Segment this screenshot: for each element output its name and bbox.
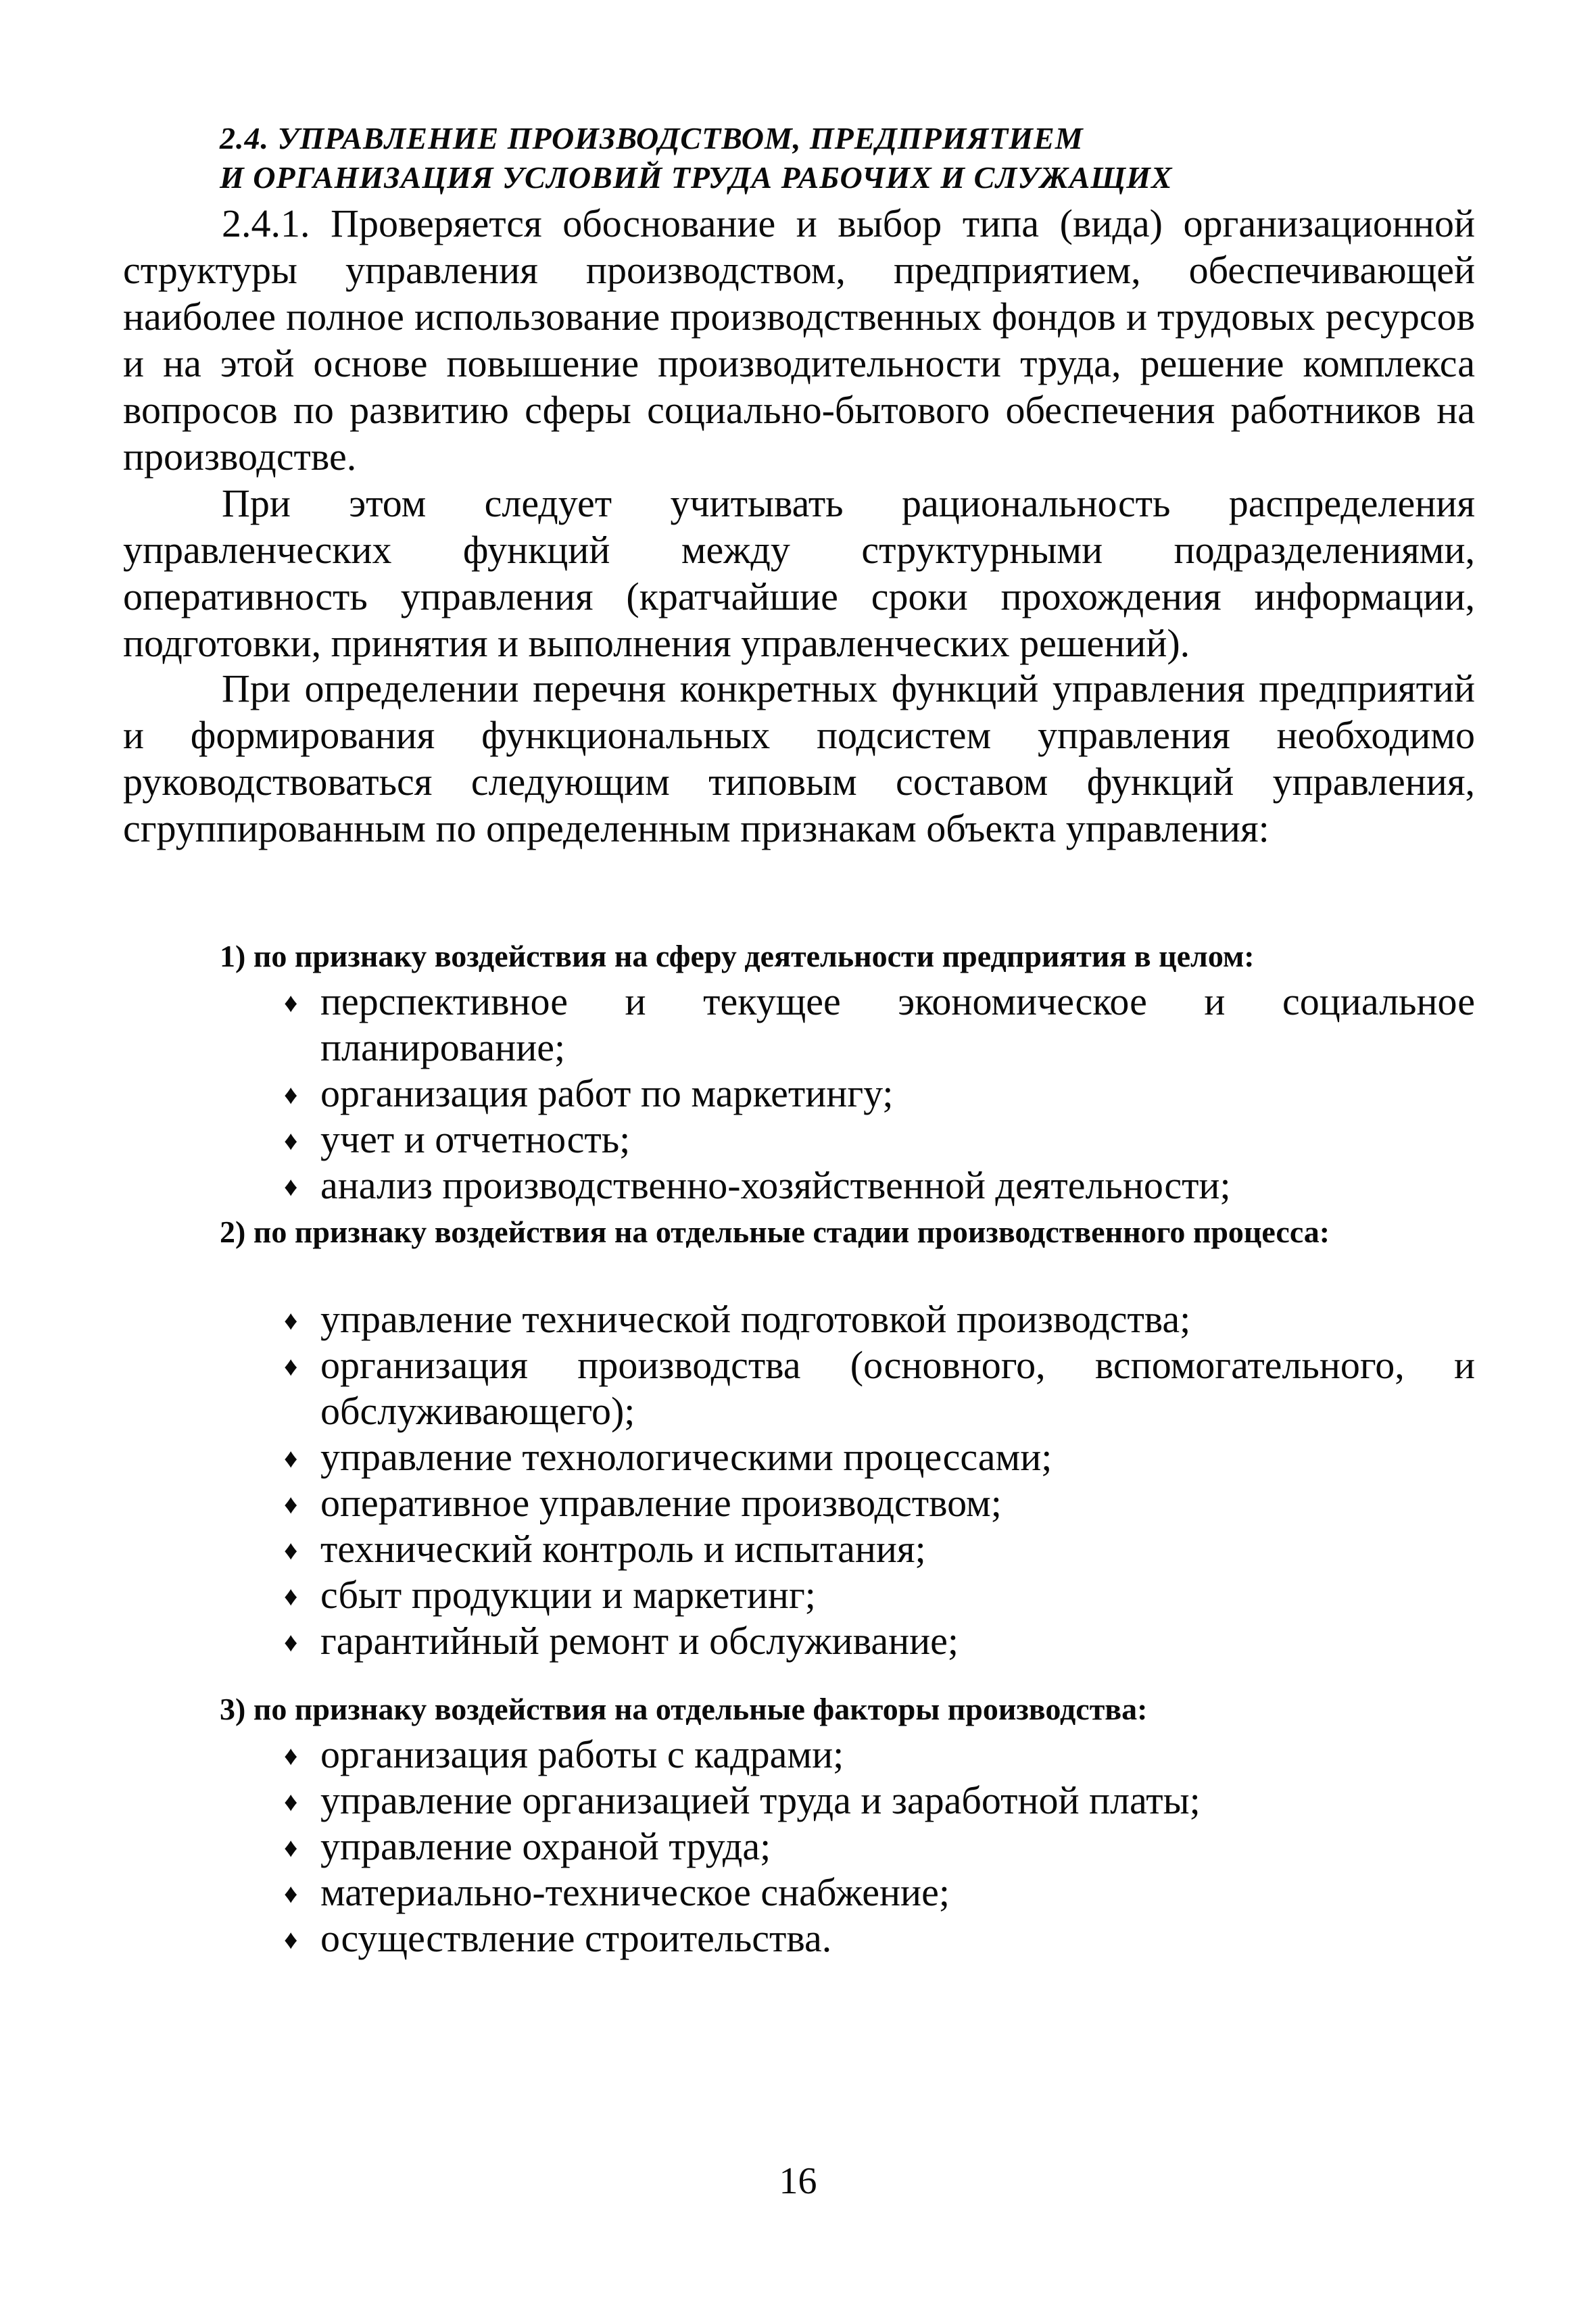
list-item: ♦ управление технической подготовкой производства; bbox=[279, 1296, 1475, 1342]
group-2-list bbox=[279, 1296, 1475, 1664]
list-item: ♦ управление охраной труда; bbox=[279, 1824, 1475, 1870]
diamond-bullet-icon: ♦ bbox=[284, 1924, 298, 1955]
group-1-title: 1) по признаку воздействия на сферу деятельности предприятия в целом: bbox=[220, 939, 1255, 973]
list-item: ♦ перспективное и текущее экономическое и социальное планирование; bbox=[284, 979, 1475, 1069]
paragraph-2 bbox=[123, 480, 1475, 666]
paragraph-1 bbox=[123, 200, 1475, 480]
group-3-list bbox=[279, 1732, 1475, 1961]
diamond-bullet-icon: ♦ bbox=[284, 1581, 298, 1611]
diamond-bullet-icon: ♦ bbox=[284, 1535, 298, 1565]
group-1-list bbox=[279, 979, 1475, 1209]
list-item: ♦ гарантийный ремонт и обслуживание; bbox=[279, 1618, 1475, 1664]
list-item: ♦ управление организацией труда и заработной платы; bbox=[279, 1778, 1475, 1824]
section-heading-line-2: И ОРГАНИЗАЦИЯ УСЛОВИЙ ТРУДА РАБОЧИХ И СЛУЖАЩИХ bbox=[220, 160, 1173, 195]
paragraph-2-text: При этом следует учитывать рациональность распределения управленческих функций между структурными подразделениями, оперативность управления (кратчайшие сроки прохождения информации, подготовки, принятия и выполнения управленческих решений). bbox=[123, 481, 1475, 665]
diamond-bullet-icon: ♦ bbox=[284, 1125, 298, 1156]
paragraph-3-text: При определении перечня конкретных функций управления предприятий и формирования функциональных подсистем управления необходимо руководствоваться следующим типовым составом функций управления, сгруппированным по определенным признакам объекта управления: bbox=[123, 666, 1475, 850]
list-item: ♦ материально-техническое снабжение; bbox=[279, 1870, 1475, 1916]
list-item: ♦ технический контроль и испытания; bbox=[279, 1526, 1475, 1572]
list-item: ♦ учет и отчетность; bbox=[279, 1117, 1475, 1163]
diamond-bullet-icon: ♦ bbox=[284, 1171, 298, 1202]
list-item: ♦ анализ производственно-хозяйственной деятельности; bbox=[279, 1163, 1475, 1209]
list-item: ♦ организация работы с кадрами; bbox=[279, 1732, 1475, 1778]
paragraph-1-text: 2.4.1. Проверяется обоснование и выбор типа (вида) организационной структуры управления производством, предприятием, обеспечивающей наиболее полное использование производственных фондов и трудовых ресурсов и на этой основе повышение производительности труда, решение комплекса вопросов по развитию сферы социально-бытового обеспечения работников на производстве. bbox=[123, 201, 1475, 479]
diamond-bullet-icon: ♦ bbox=[284, 1305, 298, 1336]
group-3-title: 3) по признаку воздействия на отдельные факторы производства: bbox=[220, 1692, 1148, 1726]
diamond-bullet-icon: ♦ bbox=[284, 1489, 298, 1519]
diamond-bullet-icon: ♦ bbox=[284, 1351, 298, 1382]
page-number: 16 bbox=[779, 2160, 817, 2202]
diamond-bullet-icon: ♦ bbox=[284, 1443, 298, 1473]
diamond-bullet-icon: ♦ bbox=[284, 1786, 298, 1817]
paragraph-3 bbox=[123, 665, 1475, 852]
list-item: ♦ осуществление строительства. bbox=[279, 1916, 1475, 1961]
section-heading-line-1: 2.4. УПРАВЛЕНИЕ ПРОИЗВОДСТВОМ, ПРЕДПРИЯТИЕМ bbox=[220, 121, 1084, 155]
list-item: ♦ организация работ по маркетингу; bbox=[279, 1071, 1475, 1117]
diamond-bullet-icon: ♦ bbox=[284, 988, 298, 1018]
list-item: ♦ сбыт продукции и маркетинг; bbox=[279, 1572, 1475, 1618]
list-item: ♦ управление технологическими процессами; bbox=[279, 1434, 1475, 1480]
diamond-bullet-icon: ♦ bbox=[284, 1079, 298, 1110]
list-item: ♦ организация производства (основного, вспомогательного, и обслуживающего); bbox=[284, 1343, 1475, 1433]
diamond-bullet-icon: ♦ bbox=[284, 1740, 298, 1771]
diamond-bullet-icon: ♦ bbox=[284, 1832, 298, 1863]
list-item: ♦ оперативное управление производством; bbox=[279, 1480, 1475, 1526]
diamond-bullet-icon: ♦ bbox=[284, 1878, 298, 1909]
diamond-bullet-icon: ♦ bbox=[284, 1627, 298, 1657]
group-2-title: 2) по признаку воздействия на отдельные стадии производственного процесса: bbox=[220, 1215, 1330, 1249]
